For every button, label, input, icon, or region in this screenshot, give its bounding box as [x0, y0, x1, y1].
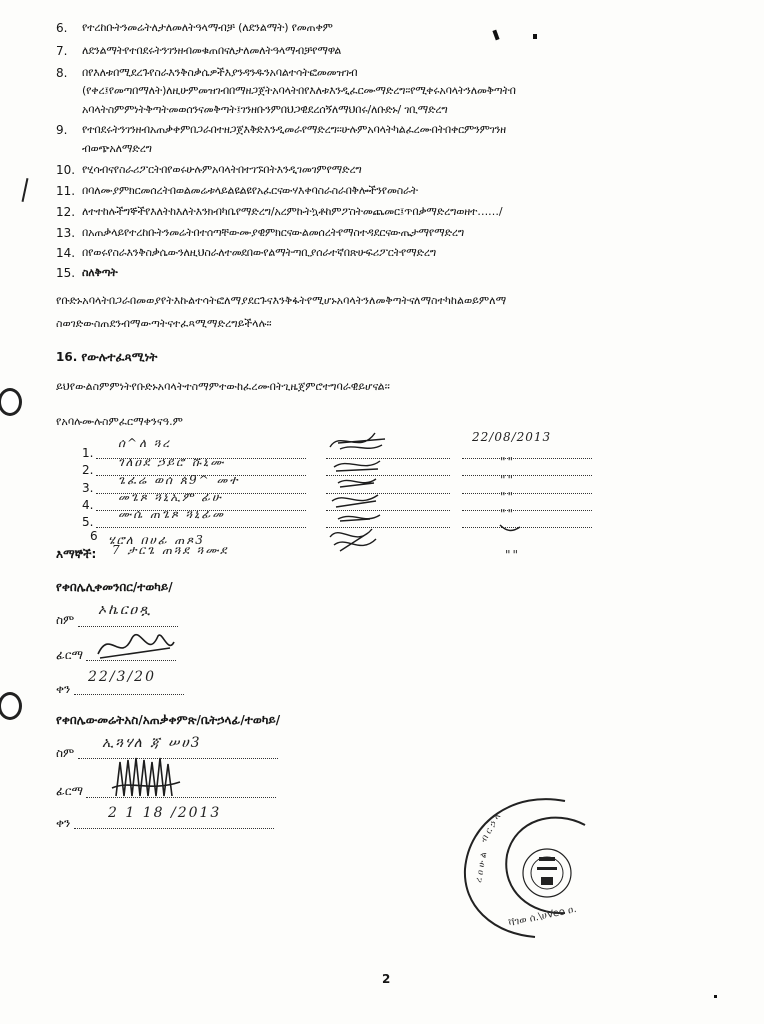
office-head-signature [110, 752, 190, 804]
land-office-head-title: የቀበሌውመሬትአስ/አጠቃቀምጽ/ቤትኃላፊ/ተወካይ/ [56, 713, 281, 727]
member-date: "" [500, 473, 516, 487]
list-item-text: ለደንልማትየተበደሩትንገንዘብመቁጠበናለታለመለትዓላማብቻየማዋል [82, 44, 342, 57]
list-item-number: 9. [56, 123, 68, 137]
list-item-number: 15. [56, 266, 76, 280]
list-item-text-cont: ብወጭአለማድረግ [82, 142, 152, 155]
member-date: "" [500, 455, 516, 469]
list-item-number: 6. [56, 21, 68, 35]
penalty-paragraph-line: ስወገድውስጠደንብማውጣትናተፈጻሚማድረግይችላሉ፡፡ [56, 317, 272, 330]
witnesses-names: 7 ታርጌ ጠጓደ ጓሙደ [112, 543, 229, 557]
member-name: ጌፈሬ ወሰ ጰ9^ መተ [118, 473, 240, 487]
member-row-number: 4. [82, 498, 94, 512]
date-label: ቀን [56, 682, 71, 696]
member-row-number: 6 [90, 529, 98, 543]
member-date: "" [500, 490, 516, 504]
list-item-text: የሂሳብናየስራሪፖርትበየወሩሁሉምአባላትበተገኙበትእንዲገመገምየማድረግ [82, 163, 362, 176]
member-name: ሰ^ለ ጓረ [118, 436, 172, 450]
kebele-chairman-title: የቀበሌሊቀመንበር/ተወካይ/ [56, 580, 173, 594]
member-row-number: 2. [82, 463, 94, 477]
name-label: ስም [56, 746, 75, 760]
list-item-text: በአጠቃላይየተረከቡትንመሬትበተሰጣቸውሙያዊምክርናውልመሰረትየማስተዳደርናውጤታማየማድረግ [82, 226, 465, 239]
list-item-number: 11. [56, 184, 76, 198]
list-item-number: 14. [56, 246, 76, 260]
date-label: ቀን [56, 816, 71, 830]
stray-mark [533, 34, 537, 39]
member-row-number: 3. [82, 481, 94, 495]
list-item-number: 13. [56, 226, 76, 240]
svg-text:ረ ዐ ሁ ል: ረ ዐ ሁ ል [474, 851, 490, 884]
member-date: "" [500, 507, 516, 521]
member-signatures [320, 425, 590, 575]
margin-pen-mark [22, 178, 29, 202]
chairman-name: ኦኬርዐጿ [98, 602, 152, 618]
list-item-number: 8. [56, 66, 68, 80]
list-item-text: ለተተከሉችግኞችየእለትከእለትእንክብካቤየማድረግ/አረምኩትኳቶከምፖስትመጨመር፤ጥበቃማድረግወዘተ……/ [82, 205, 503, 218]
list-item-number: 10. [56, 163, 76, 177]
witnesses-label: እማኞች: [56, 547, 97, 561]
member-row-number: 1. [82, 446, 94, 460]
list-item-text-cont: (የቀረ፤የመጣበማለት)ለዚሁምመዝገብበማዘጋጀትአባላትበየእለቱእንዲፈርሙማድረግ፡፡የሚቀሩአባላትንለመቅጣትበ [82, 84, 516, 97]
list-item-text-cont: አባላትስምምነትቅጣትመወሰንናመቅጣት፤ገንዘቡንምበህጋዊደረሰኝለማህበሩ/ለቡድኑ/ ገቢማድረግ [82, 103, 448, 116]
page-number: 2 [382, 972, 391, 986]
svg-text:ብ ር ኃ ላ: ብ ር ኃ ላ [478, 812, 504, 845]
member-name: ሙሴ ጠጌጾ ጓኒፊመ [118, 507, 226, 521]
chairman-date: 22/3/20 [88, 669, 156, 685]
binder-hole [0, 692, 22, 720]
member-date: 22/08/2013 [472, 430, 552, 444]
member-name: ሄሮለ በሀፊ ጠጾ3 [108, 533, 205, 547]
stray-mark [492, 30, 499, 41]
list-item-text: በየእለቱበሚደረጉየስራእንቅስቃሴዎችእያንዳንዱንአባልተሳትፎመመዝገብ [82, 66, 358, 79]
office-head-date: 2 1 18 /2013 [108, 805, 222, 821]
list-item-text: የተበደሩትንገንዘብአጠቃቀምበጋራበተዘጋጀእቅድእንዲመራየማድረግ፡፡ሁሉምአባላትካልፈረሙበትበቀርምንምገንዘ [82, 123, 506, 136]
chairman-signature [90, 624, 180, 668]
list-item-number: 7. [56, 44, 68, 58]
stray-mark [714, 995, 717, 998]
list-item-text: የተረከቡትንመሬትለታለመለትዓላማብቻ (ለደንልማት) የመጠቀም [82, 21, 333, 34]
members-label: የአባሉሙሉስምፈርማቀንናዓ.ም [56, 415, 183, 428]
list-item-text: ስለቅጣት [82, 266, 118, 279]
name-label: ስም [56, 613, 75, 627]
list-item-number: 12. [56, 205, 76, 219]
stamp-text: ቫገወ ሰ.\ሀVeo ዐ. [507, 903, 578, 930]
member-name: ገለዐደ ኃይሮ ሹኒሙ [118, 455, 226, 469]
list-item-text: በባለሙያምክርመሰረትበወልመሬቱላይልዩልዩየአፈርናውሃእቀባስራስራበቅሎችንየመስራት [82, 184, 418, 197]
office-head-name: ኢጓሃለ ጃ ሠሀ3 [102, 735, 202, 751]
signature-label: ፊርማ [56, 784, 84, 798]
member-name: መጌጾ ጓኒኢም ፊሁ [118, 490, 223, 504]
penalty-paragraph-line: የቡድኑአባላትበጋራበመወያየትእኩልተሳትፎለማያደርጉናእንቅፋትየሚሆኑአባላትንለመቅጣትናለማስተካከልወይምለማ [56, 294, 507, 307]
binder-hole [0, 388, 22, 416]
list-item-text: በየወሩየስራእንቅስቃሴውንለዚህስራለተመደበውየልማትጣቢያሰራተኛበጽሁፍሪፖርትየማድረግ [82, 246, 437, 259]
section-16-title: 16. የውሉተፈጻሚነት [56, 350, 158, 364]
member-row-number: 5. [82, 515, 94, 529]
section-16-body: ይህየውልስምምነትየቡድኑአባላትተስማምተውከፈረሙበትጊዜጀምሮተግባራዊይሆናል፡፡ [56, 380, 390, 393]
member-date: "" [505, 548, 521, 562]
signature-label: ፊርማ [56, 648, 84, 662]
